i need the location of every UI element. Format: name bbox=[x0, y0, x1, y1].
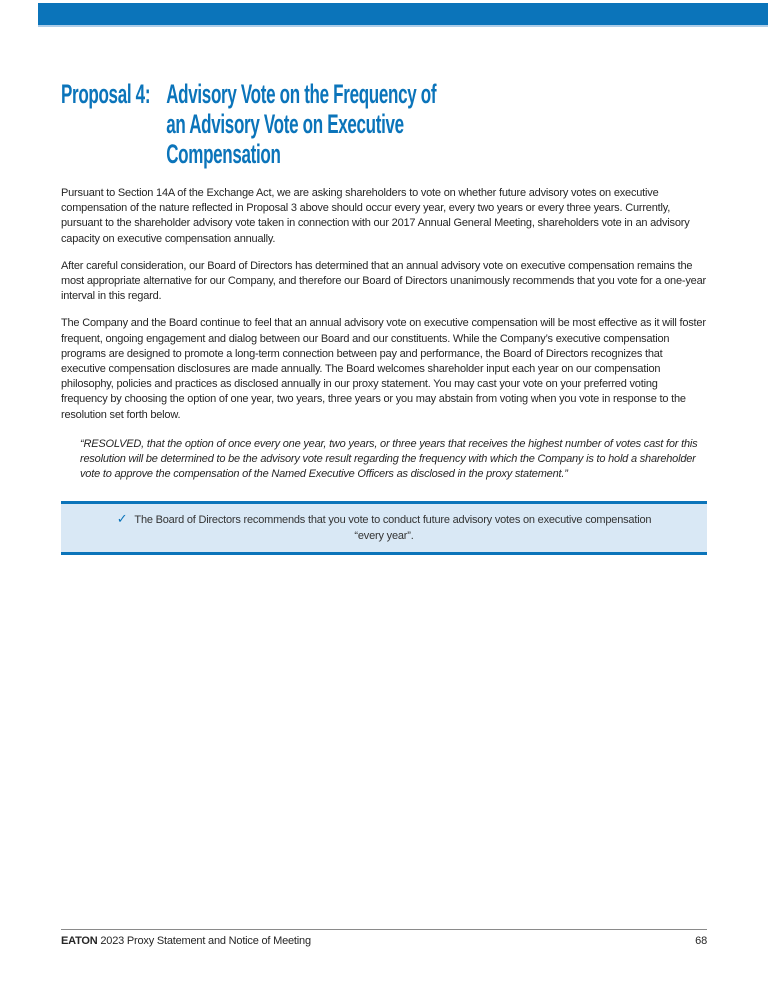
footer-brand: EATON bbox=[61, 935, 98, 947]
title-line: Compensation bbox=[166, 139, 281, 169]
recommendation-line-1 bbox=[75, 511, 693, 529]
proposal-number-label: Proposal 4: bbox=[61, 79, 151, 109]
title-line: an Advisory Vote on Executive bbox=[166, 109, 404, 139]
proposal-title-text bbox=[166, 79, 436, 169]
body-text bbox=[61, 186, 707, 482]
page-title bbox=[61, 79, 707, 169]
paragraph-intro: Pursuant to Section 14A of the Exchange Act, we are asking shareholders to vote on whether future advisory votes on executive compensation of the nature reflected in Proposal 3 above should occur every year, every two years or every three years. Currently, pursuant to the shareholder advisory vote taken in connection with our 2017 Annual General Meeting, shareholders vote in an advisory capacity on executive compensation annually. bbox=[61, 187, 690, 245]
page-content bbox=[61, 27, 707, 555]
resolution-quote: “RESOLVED, that the option of once every one year, two years, or three years that receives the highest number of votes cast for this resolution will be determined to be the advisory vote result regarding the frequency with which the Company is to hold a shareholder vote to approve the compensation of the Named Executive Officers as disclosed in the proxy statement.” bbox=[80, 437, 698, 481]
paragraph-company-position: The Company and the Board continue to feel that an annual advisory vote on executive compensation will be most effective as it will foster frequent, ongoing engagement and dialog between our Board and our constituents. While the Company’s executive compensation programs are designed to promote a long-term connection between pay and performance, the Board of Directors recognizes that executive compensation disclosures are made annually. The Board welcomes shareholder input each year on our compensation philosophy, policies and practices as disclosed annually in our proxy statement. You may cast your vote on your preferred voting frequency by choosing the option of one year, two years, three years or you may abstain from voting when you vote in response to the resolution set forth below. bbox=[61, 317, 706, 421]
recommendation-box bbox=[61, 501, 707, 555]
top-accent-bar bbox=[38, 3, 768, 27]
title-line: Advisory Vote on the Frequency of bbox=[166, 79, 437, 109]
page-footer bbox=[61, 929, 707, 947]
checkmark-icon: ✓ bbox=[116, 511, 128, 527]
paragraph-board-determination: After careful consideration, our Board of Directors has determined that an annual advisory vote on executive compensation remains the most appropriate alternative for our Company, and therefore our Board of Directors unanimously recommends that you vote for a one-year interval in this regard. bbox=[61, 259, 706, 303]
recommendation-line-2: “every year”. bbox=[354, 529, 414, 542]
footer-left bbox=[61, 935, 311, 947]
footer-doc-title: 2023 Proxy Statement and Notice of Meeting bbox=[100, 935, 311, 947]
page-number: 68 bbox=[695, 935, 707, 947]
recommendation-text: The Board of Directors recommends that you vote to conduct future advisory votes on executive compensation bbox=[134, 514, 652, 527]
